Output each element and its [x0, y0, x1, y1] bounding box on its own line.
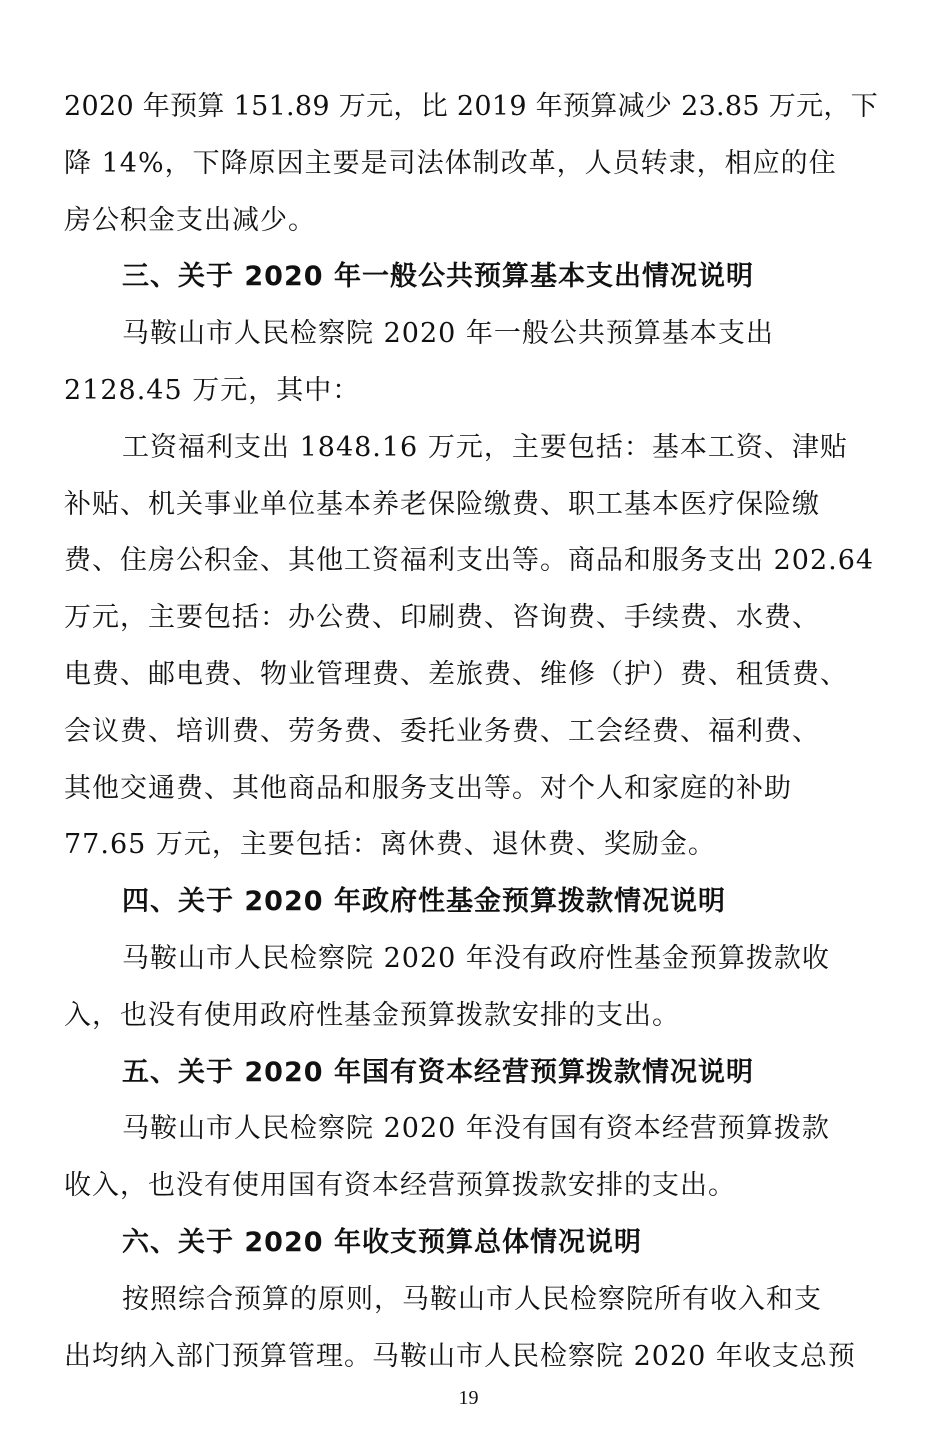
line-text: 补贴、机关事业单位基本养老保险缴费、职工基本医疗保险缴	[64, 488, 820, 520]
line-text: 马鞍山市人民检察院 2020 年一般公共预算基本支出	[122, 318, 774, 350]
paragraph-line	[0, 87, 937, 127]
line-text: 万元，主要包括：办公费、印刷费、咨询费、手续费、水费、	[64, 602, 820, 634]
paragraph-line	[0, 314, 937, 354]
paragraph-line	[0, 1337, 937, 1377]
paragraph-line	[0, 1166, 937, 1206]
line-text: 按照综合预算的原则，马鞍山市人民检察院所有收入和支	[122, 1283, 822, 1315]
paragraph-line	[0, 598, 937, 638]
section-heading	[0, 1053, 937, 1093]
line-text: 2128.45 万元，其中：	[64, 375, 361, 406]
paragraph-line	[0, 712, 937, 752]
line-text: 会议费、培训费、劳务费、委托业务费、工会经费、福利费、	[64, 715, 820, 747]
paragraph-line	[0, 1280, 937, 1320]
line-text: 降 14%，下降原因主要是司法体制改革，人员转隶，相应的住	[64, 147, 837, 179]
paragraph-line	[0, 144, 937, 184]
line-text: 六、关于 2020 年收支预算总体情况说明	[122, 1227, 642, 1258]
paragraph-line	[0, 769, 937, 809]
line-text: 马鞍山市人民检察院 2020 年没有政府性基金预算拨款收	[122, 943, 830, 974]
paragraph-line	[0, 996, 937, 1036]
line-text: 收入，也没有使用国有资本经营预算拨款安排的支出。	[64, 1170, 736, 1202]
paragraph-line	[0, 541, 937, 581]
line-text: 费、住房公积金、其他工资福利支出等。商品和服务支出 202.64	[64, 545, 875, 577]
paragraph-line	[0, 825, 937, 865]
line-text: 其他交通费、其他商品和服务支出等。对个人和家庭的补助	[64, 772, 792, 804]
line-text: 入，也没有使用政府性基金预算拨款安排的支出。	[64, 999, 680, 1031]
line-text: 77.65 万元，主要包括：离休费、退休费、奖励金。	[64, 829, 716, 861]
line-text: 马鞍山市人民检察院 2020 年没有国有资本经营预算拨款	[122, 1113, 830, 1145]
line-text: 三、关于 2020 年一般公共预算基本支出情况说明	[122, 261, 754, 293]
line-text: 2020 年预算 151.89 万元，比 2019 年预算减少 23.85 万元，下	[64, 91, 878, 122]
paragraph-line	[0, 485, 937, 525]
paragraph-line	[0, 201, 937, 241]
line-text: 房公积金支出减少。	[64, 204, 316, 236]
paragraph-line	[0, 428, 937, 468]
line-text: 工资福利支出 1848.16 万元，主要包括：基本工资、津贴	[122, 431, 848, 463]
paragraph-line	[0, 1109, 937, 1149]
paragraph-line	[0, 939, 937, 979]
paragraph-line	[0, 655, 937, 695]
section-heading	[0, 882, 937, 922]
section-heading	[0, 257, 937, 297]
line-text: 出均纳入部门预算管理。马鞍山市人民检察院 2020 年收支总预	[64, 1340, 856, 1372]
line-text: 五、关于 2020 年国有资本经营预算拨款情况说明	[122, 1056, 754, 1088]
line-text: 电费、邮电费、物业管理费、差旅费、维修（护）费、租赁费、	[64, 659, 848, 690]
paragraph-line	[0, 371, 937, 411]
section-heading	[0, 1223, 937, 1263]
line-text: 四、关于 2020 年政府性基金预算拨款情况说明	[122, 886, 726, 918]
page-number: 19	[458, 1387, 479, 1409]
